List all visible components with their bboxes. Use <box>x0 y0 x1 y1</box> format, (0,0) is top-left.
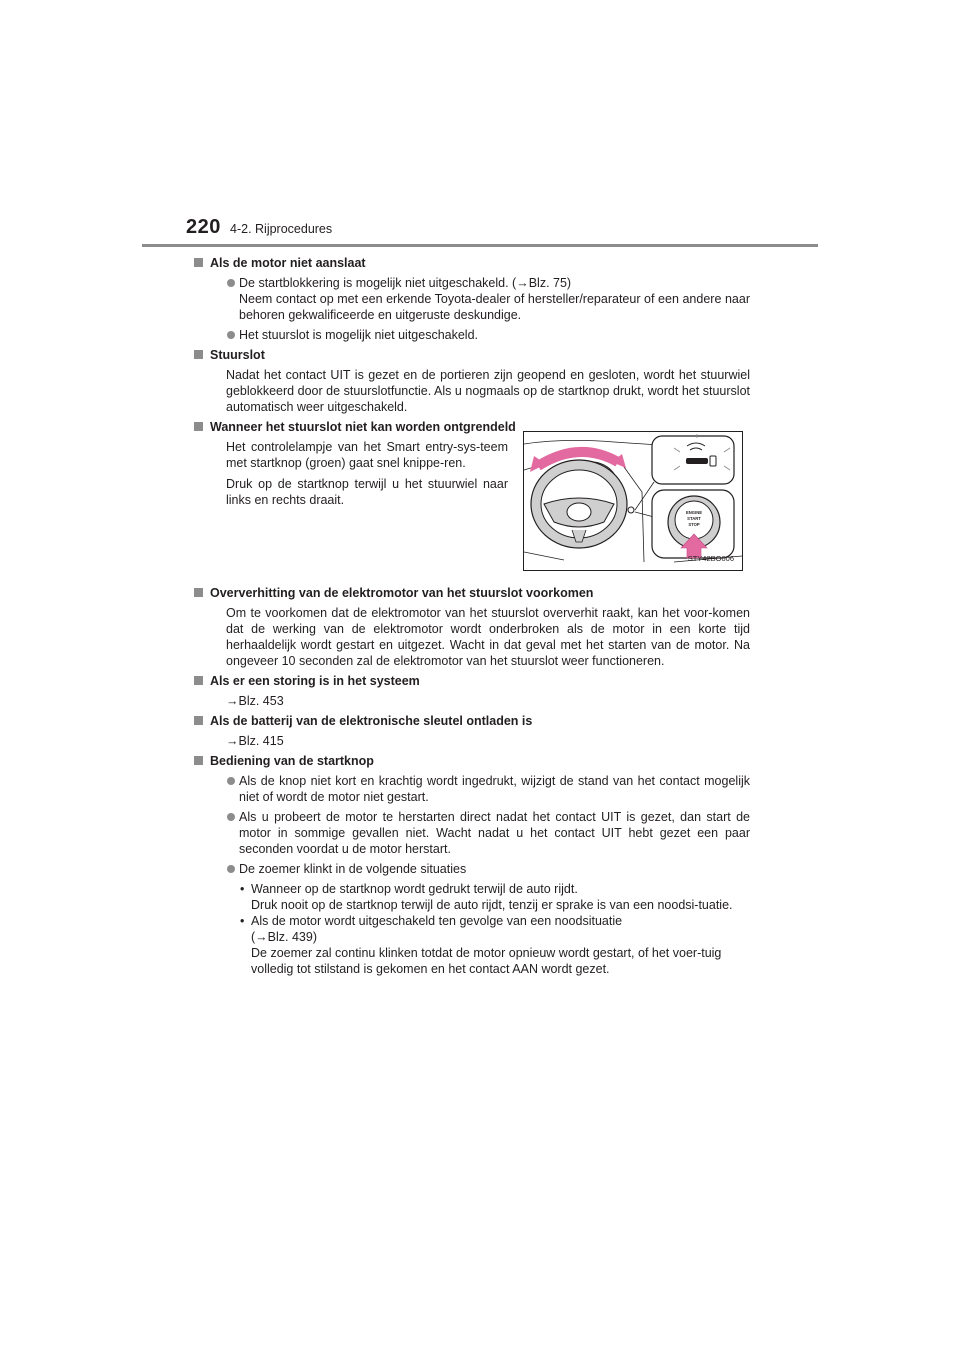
page-content <box>210 255 750 977</box>
square-bullet-icon <box>194 588 203 597</box>
figure-text: Het controlelampje van het Smart entry-sys-teem met startknop (groen) gaat snel knippe-ren. Druk op de startknop terwijl u het stuurwiel naar links en rechts draait. <box>226 440 508 507</box>
heading-engine-not-starting: Als de motor niet aanslaat <box>194 255 750 271</box>
page-reference: →Blz. 415 <box>226 734 284 748</box>
sub-list-item: • Als de motor wordt uitgeschakeld ten gevolge van een noodsituatie (→Blz. 439) De zoemer zal continu klinken totdat de motor opnieuw wordt gestart, of het voer-tuig volledig tot stilstand is gekomen en het contact AAN wordt gezet. <box>240 914 722 976</box>
heading-steering-lock: Stuurslot <box>194 347 750 363</box>
bullet-item: Als de knop niet kort en krachtig wordt ingedrukt, wijzigt de stand van het contact mogelijk niet of wordt de motor niet gestart. <box>210 773 750 805</box>
square-bullet-icon <box>194 756 203 765</box>
round-bullet-icon <box>227 813 235 821</box>
steering-wheel-drawing <box>524 432 742 570</box>
round-bullet-icon <box>227 865 235 873</box>
sub-list-item: • Wanneer op de startknop wordt gedrukt terwijl de auto rijdt. Druk nooit op de startknop terwijl de auto rijdt, tenzij er sprake is van een noodsi-tuatie. <box>240 882 733 912</box>
square-bullet-icon <box>194 676 203 685</box>
bullet-item: Het stuurslot is mogelijk niet uitgeschakeld. <box>210 327 750 343</box>
button-label-stop: STOP <box>688 522 700 527</box>
round-bullet-icon <box>227 279 235 287</box>
section-title: 4-2. Rijprocedures <box>230 222 333 236</box>
button-label-engine: ENGINE <box>685 510 703 515</box>
bullet-item: De startblokkering is mogelijk niet uitgeschakeld. (→Blz. 75) Neem contact op met een erkende Toyota-dealer of hersteller/reparateur of een andere naar behoren gekwalificeerde en uitgeruste deskundige. <box>210 275 750 323</box>
square-bullet-icon <box>194 716 203 725</box>
header-rule <box>142 244 818 247</box>
heading-system-fault: Als er een storing is in het systeem <box>194 673 750 689</box>
round-bullet-icon <box>227 777 235 785</box>
steering-wheel-illustration <box>523 431 743 571</box>
page-reference: →Blz. 453 <box>226 694 284 708</box>
bullet-item: De zoemer klinkt in de volgende situaties <box>210 861 750 877</box>
heading-overheating: Oververhitting van de elektromotor van het stuurslot voorkomen <box>194 585 750 601</box>
round-bullet-icon <box>227 331 235 339</box>
figure-code: STY42BO006 <box>687 554 734 563</box>
heading-key-battery: Als de batterij van de elektronische sleutel ontladen is <box>194 713 750 729</box>
square-bullet-icon <box>194 422 203 431</box>
figure-row <box>210 439 750 579</box>
paragraph: Om te voorkomen dat de elektromotor van het stuurslot oververhit raakt, kan het voor-komen dat de werking van de elektromotor wordt onderbroken als de motor in een korte tijd herhaaldelijk wordt gestart en uitgezet. Wacht in dat geval met het starten van de motor. Na ongeveer 10 seconden zal de elektromotor van het stuurslot weer functioneren. <box>226 606 750 668</box>
square-bullet-icon <box>194 350 203 359</box>
heading-start-button-operation: Bediening van de startknop <box>194 753 750 769</box>
paragraph: Nadat het contact UIT is gezet en de portieren zijn geopend en gesloten, wordt het stuurwiel geblokkeerd door de stuurslotfunctie. Als u nogmaals op de startknop drukt, wordt het stuurslot automatisch weer uitgeschakeld. <box>226 368 750 414</box>
heading-lock-not-released: Wanneer het stuurslot niet kan worden ontgrendeld <box>194 419 750 435</box>
bullet-item: Als u probeert de motor te herstarten direct nadat het contact UIT is gezet, dan start de motor in sommige gevallen niet. Wacht nadat u het contact UIT hebt gezet een paar seconden voordat u de motor herstart. <box>210 809 750 857</box>
button-label-start: START <box>687 516 701 521</box>
square-bullet-icon <box>194 258 203 267</box>
page-number: 220 <box>186 216 221 238</box>
